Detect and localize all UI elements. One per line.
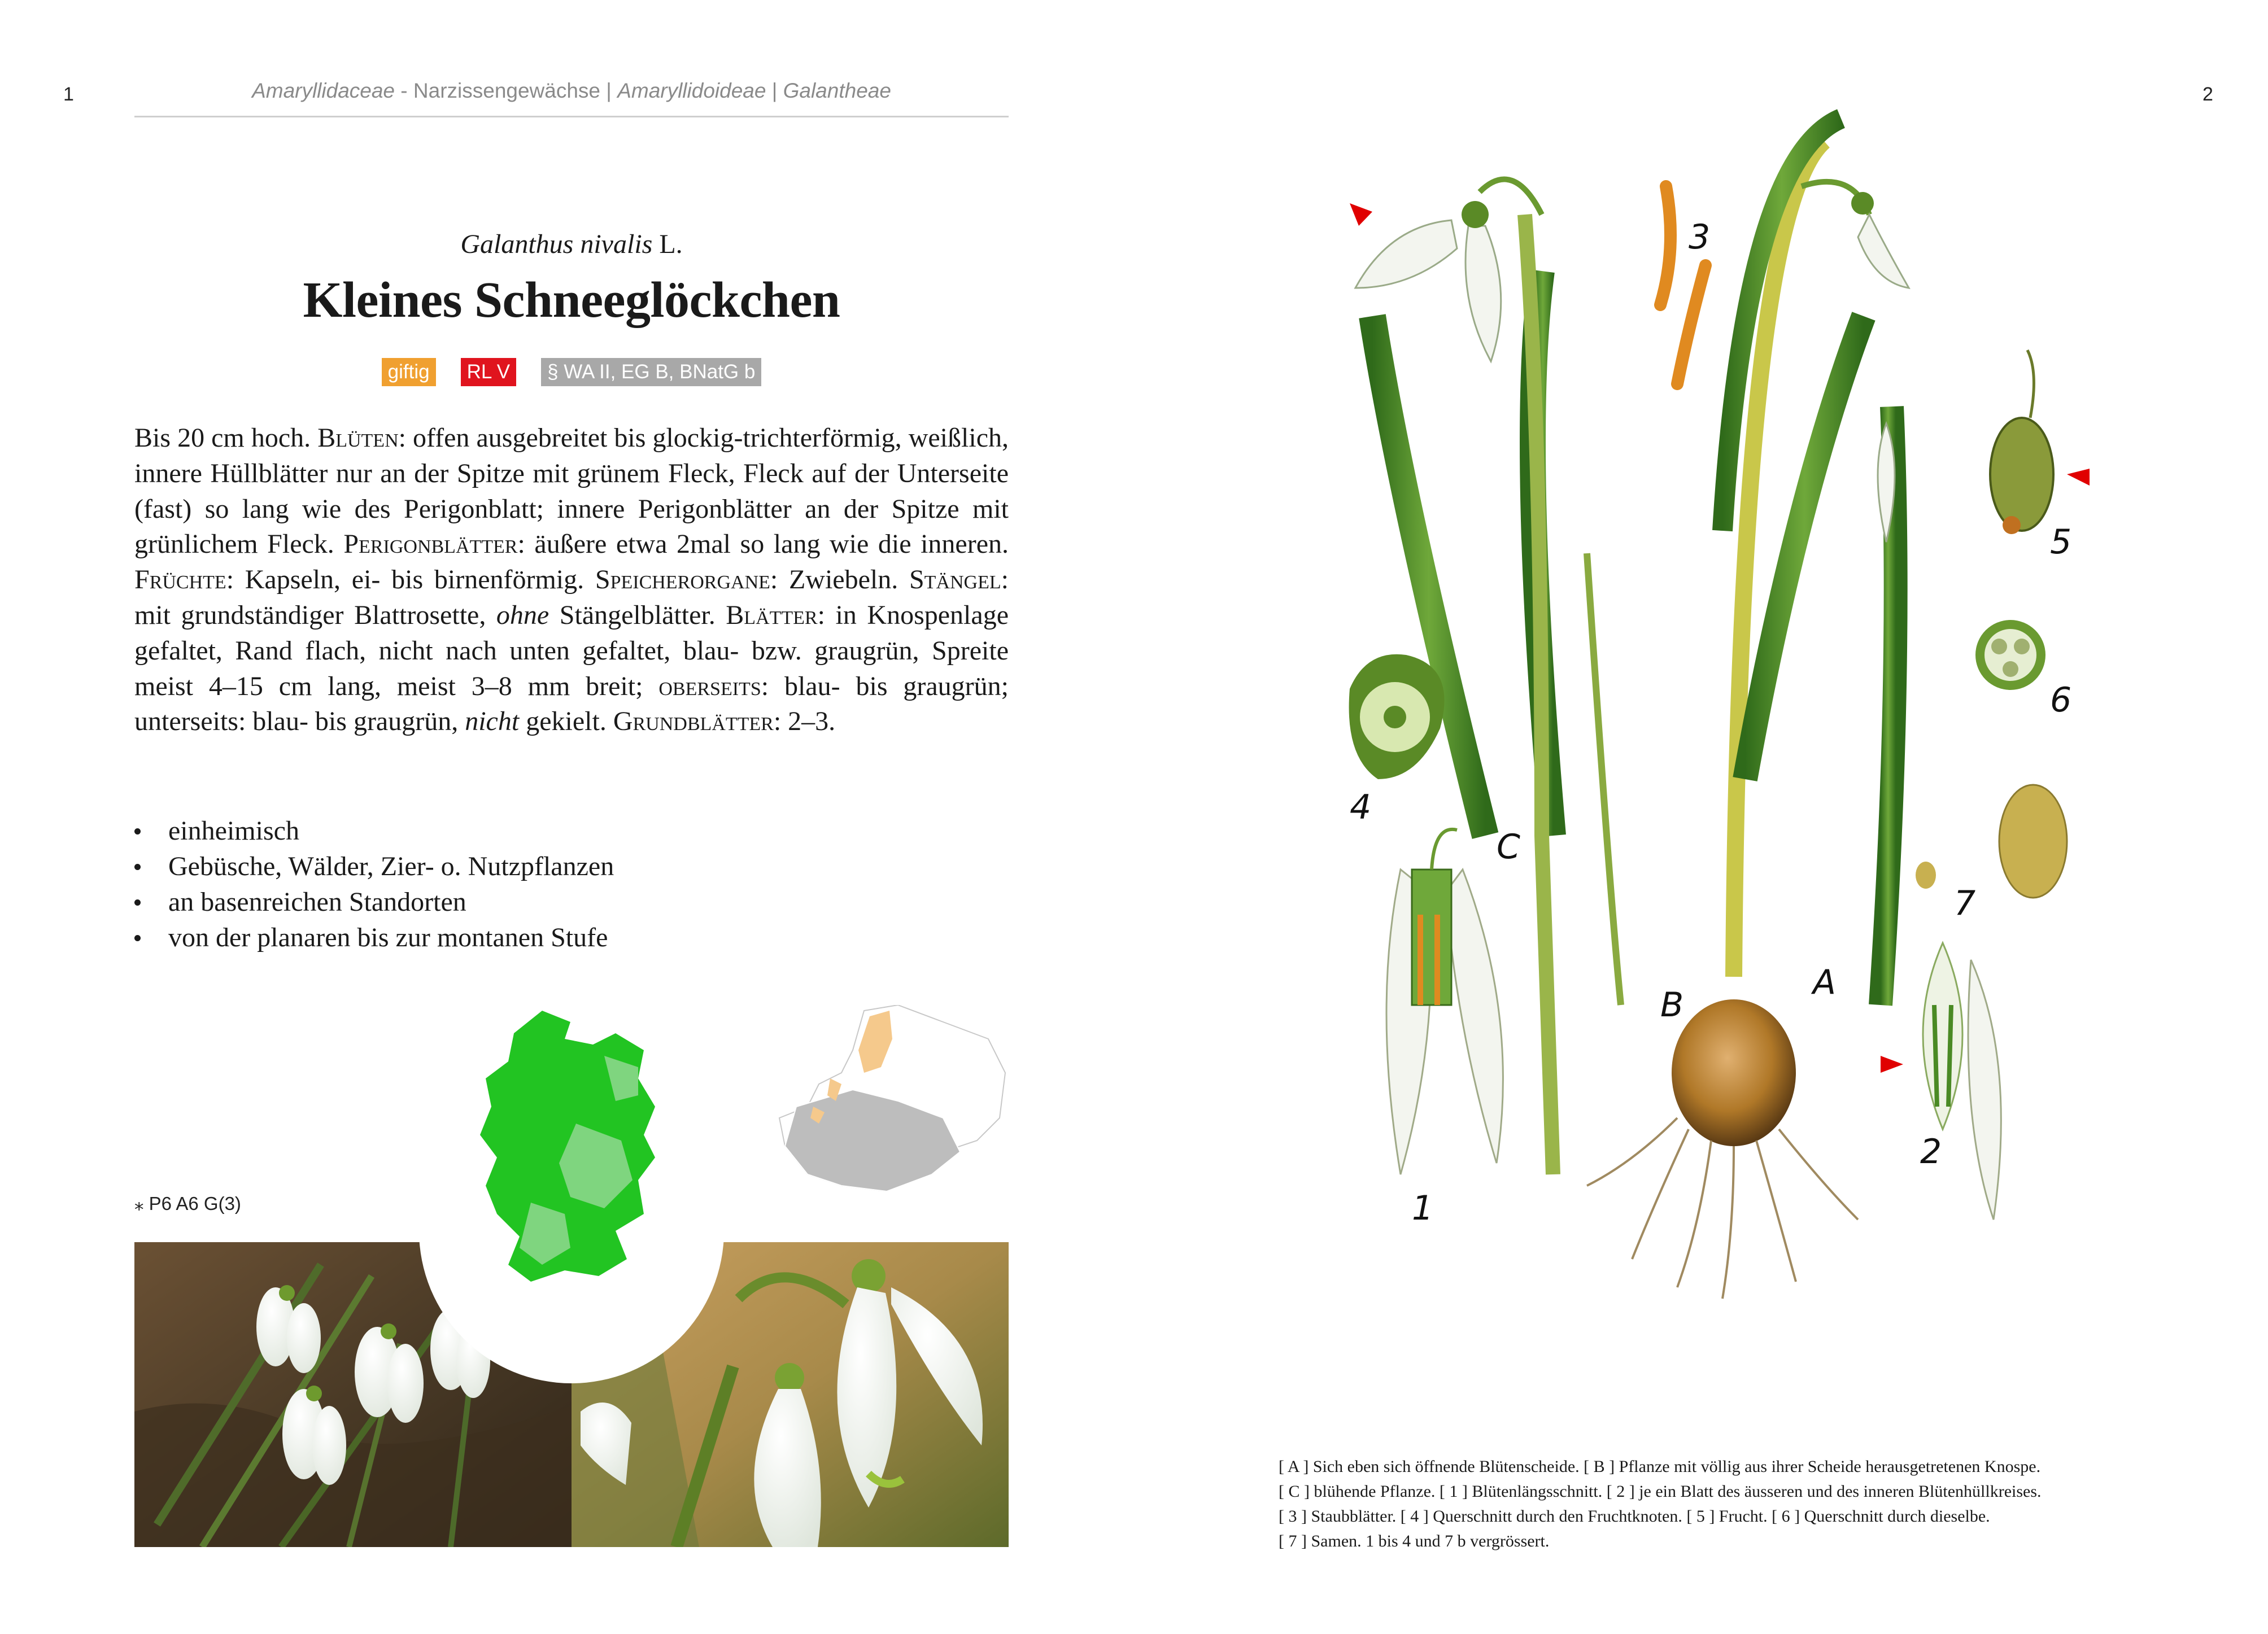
list-item bbox=[134, 884, 869, 920]
desc-heading: Speicherorgane bbox=[595, 565, 770, 595]
caption-line: [ 3 ] Staubblätter. [ 4 ] Querschnitt durch den Fruchtknoten. [ 5 ] Frucht. [ 6 ] Querschnitt durch dieselbe. bbox=[1279, 1507, 1990, 1526]
label-6: 6 bbox=[2050, 680, 2072, 720]
latin-name bbox=[134, 229, 1009, 260]
tag-protection: § WA II, EG B, BNatG b bbox=[541, 358, 761, 386]
floral-formula: ⁎ P6 A6 G(3) bbox=[134, 1193, 241, 1214]
caption-line: [ C ] blühende Pflanze. [ 1 ] Blütenlängsschnitt. [ 2 ] je ein Blatt des äusseren und des inneren Blütenhüllkreises. bbox=[1279, 1482, 2042, 1501]
label-4: 4 bbox=[1350, 788, 1372, 827]
list-item-text: von der planaren bis zur montanen Stufe bbox=[168, 923, 608, 953]
figure-3-stamens bbox=[1660, 186, 1706, 384]
page-title: Kleines Schneeglöckchen bbox=[303, 272, 840, 328]
tag-toxic: giftig bbox=[382, 358, 436, 386]
caption-line: [ 7 ] Samen. 1 bis 4 und 7 b vergrössert. bbox=[1279, 1532, 1550, 1550]
figure-1-flower-section bbox=[1386, 829, 1503, 1174]
figure-2-perianth-segments bbox=[1923, 943, 2001, 1220]
page-number-right: 2 bbox=[2202, 84, 2213, 105]
desc-text: Bis 20 cm hoch. bbox=[134, 423, 318, 453]
subfamily: Amaryllidoideae bbox=[617, 79, 766, 102]
label-7: 7 bbox=[1954, 884, 1976, 923]
desc-text: Stängelblätter. bbox=[549, 600, 726, 630]
author-abbrev: L. bbox=[659, 229, 683, 259]
bullet-icon bbox=[134, 828, 141, 835]
list-item-text: einheimisch bbox=[168, 816, 299, 846]
desc-text: : Kapseln, ei- bis birnenförmig. bbox=[226, 565, 595, 595]
desc-text: : Zwiebeln. bbox=[770, 565, 909, 595]
list-item bbox=[134, 813, 869, 849]
feature-list bbox=[134, 813, 869, 955]
family-german: Narzissengewächse bbox=[413, 79, 601, 102]
marker-arrow-icon bbox=[1881, 1056, 1903, 1073]
desc-text: : mit grundständiger Blattrosette, bbox=[134, 565, 1009, 630]
desc-heading: Blüten bbox=[317, 423, 399, 453]
figure-4-ovary-cross-section bbox=[1349, 654, 1445, 779]
marker-arrow-icon bbox=[1350, 203, 1372, 226]
bullet-icon bbox=[134, 899, 141, 906]
list-item bbox=[134, 920, 869, 955]
label-b: B bbox=[1660, 985, 1684, 1025]
family-latin: Amaryllidaceae bbox=[252, 79, 395, 102]
figure-5-fruit bbox=[1990, 350, 2053, 534]
header-separator: | bbox=[766, 79, 783, 102]
desc-heading: Blätter bbox=[726, 600, 818, 630]
botanical-plate bbox=[1316, 102, 2163, 1400]
desc-heading: Perigonblätter bbox=[343, 529, 518, 560]
figure-a-spathe bbox=[1878, 407, 1896, 1005]
europe-distribution-map bbox=[774, 1005, 1011, 1208]
header-separator: | bbox=[600, 79, 618, 102]
desc-heading: Früchte bbox=[134, 565, 226, 595]
list-item-text: an basenreichen Standorten bbox=[168, 887, 466, 917]
figure-7-seeds bbox=[1916, 785, 2067, 898]
desc-text: gekielt. bbox=[519, 706, 613, 737]
tribe: Galantheae bbox=[783, 79, 891, 102]
label-1: 1 bbox=[1412, 1189, 1434, 1228]
caption-line: [ A ] Sich eben sich öffnende Blütenscheide. [ B ] Pflanze mit völlig aus ihrer Scheide herausgetretenen Knospe. bbox=[1279, 1457, 2041, 1476]
family-separator: - bbox=[395, 79, 413, 102]
desc-emphasis: ohne bbox=[496, 600, 549, 630]
figure-b-plant-with-bulb bbox=[1587, 119, 1909, 1299]
label-2: 2 bbox=[1920, 1132, 1942, 1172]
bullet-icon bbox=[134, 935, 141, 941]
plate-caption bbox=[1279, 1454, 2154, 1554]
desc-heading: Stängel bbox=[909, 565, 1001, 595]
bullet-icon bbox=[134, 864, 141, 870]
label-3: 3 bbox=[1689, 217, 1711, 257]
desc-heading: Grundblätter bbox=[613, 706, 774, 737]
marker-arrow-icon bbox=[2067, 469, 2090, 486]
running-header bbox=[134, 79, 1009, 103]
desc-text: : 2–3. bbox=[773, 706, 836, 737]
status-tags bbox=[134, 358, 1009, 386]
roots bbox=[1587, 1118, 1858, 1299]
list-item-text: Gebüsche, Wälder, Zier- o. Nutzpflanzen bbox=[168, 851, 614, 881]
label-5: 5 bbox=[2050, 522, 2072, 562]
desc-text: : äußere etwa 2mal so lang wie die inneren. bbox=[517, 529, 1009, 560]
page-number-left: 1 bbox=[63, 84, 74, 105]
label-c: C bbox=[1497, 827, 1520, 867]
description bbox=[134, 421, 1009, 740]
desc-heading: oberseits bbox=[658, 671, 761, 701]
figure-6-fruit-cross-section bbox=[1975, 620, 2045, 690]
tag-red-list: RL V bbox=[461, 358, 517, 386]
germany-distribution-map bbox=[474, 1011, 666, 1293]
desc-emphasis: nicht bbox=[465, 706, 520, 737]
desc-text: : in Knospenlage gefaltet, Rand flach, nicht nach unten gefaltet, blau- bzw. graugrün, Spreite meist 4–15 cm lang, meist 3–8 mm breit; bbox=[134, 600, 1009, 701]
header-rule bbox=[134, 116, 1009, 117]
label-a: A bbox=[1813, 963, 1837, 1002]
desc-text: : offen ausgebreitet bis glockig-trichterförmig, weißlich, innere Hüllblätter nur an der Spitze mit grünem Fleck, Fleck auf der Unterseite (fast) so lang wie des Perigonblatt; innere Perigonblätter an der Spitze mit grünlichem Fleck. bbox=[134, 423, 1009, 560]
latin-binomial: Galanthus nivalis bbox=[460, 229, 653, 259]
list-item bbox=[134, 849, 869, 884]
desc-text: : blau- bis graugrün; unterseits: blau- bis graugrün, bbox=[134, 671, 1009, 737]
